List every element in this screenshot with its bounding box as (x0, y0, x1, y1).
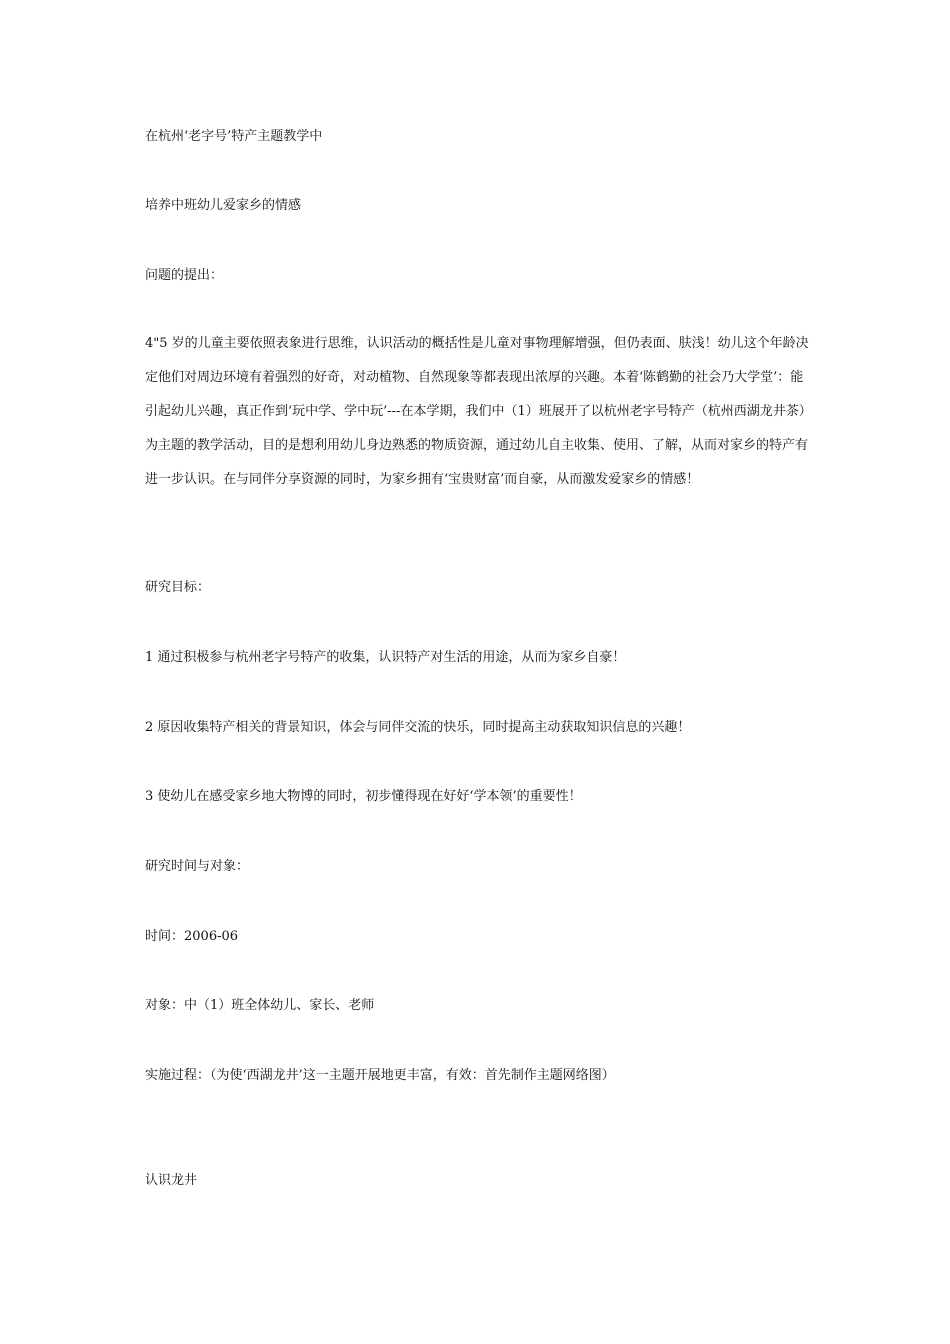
subject-line: 对象：中（1）班全体幼儿、家长、老师 (145, 998, 375, 1013)
goal-item-2: 2 原因收集特产相关的背景知识，体会与同伴交流的快乐，同时提高主动获取知识信息的兴趣！ (145, 720, 691, 735)
title-line-2: 培养中班幼儿爱家乡的情感 (145, 198, 302, 213)
time-line: 时间：2006-06 (145, 929, 239, 944)
title-line-1: 在杭州‘老字号’特产主题教学中 (145, 129, 323, 144)
section-label: 认识龙井 (145, 1173, 198, 1188)
intro-paragraph: 4"5 岁的儿童主要依照表象进行思维，认识活动的概括性是儿童对事物理解增强，但仍表面、肤浅！幼儿这个年龄决定他们对周边环境有着强烈的好奇，对动植物、自然现象等都表现出浓厚的兴趣。本着‘陈鹤勤的社会乃大学堂’：能引起幼儿兴趣，真正作到‘玩中学、学中玩’---在本学期，我们中（1）班展开了以杭州老字号特产（杭州西湖龙井茶）为主题的教学活动，目的是想利用幼儿身边熟悉的物质资源，通过幼儿自主收集、使用、了解，从而对家乡的特产有进一步认识。在与同伴分享资源的同时，为家乡拥有‘宝贵财富’而自豪，从而激发爱家乡的情感！ (145, 336, 809, 487)
goals-heading: 研究目标： (145, 580, 211, 595)
goal-item-3: 3 使幼儿在感受家乡地大物博的同时，初步懂得现在好好‘学本领’的重要性！ (145, 789, 582, 804)
goal-item-1: 1 通过积极参与杭州老字号特产的收集，认识特产对生活的用途，从而为家乡自豪！ (145, 650, 626, 665)
question-heading: 问题的提出： (145, 268, 224, 283)
process-line: 实施过程：（为使‘西湖龙井’这一主题开展地更丰富，有效：首先制作主题网络图） (145, 1068, 615, 1083)
time-heading: 研究时间与对象： (145, 859, 250, 874)
